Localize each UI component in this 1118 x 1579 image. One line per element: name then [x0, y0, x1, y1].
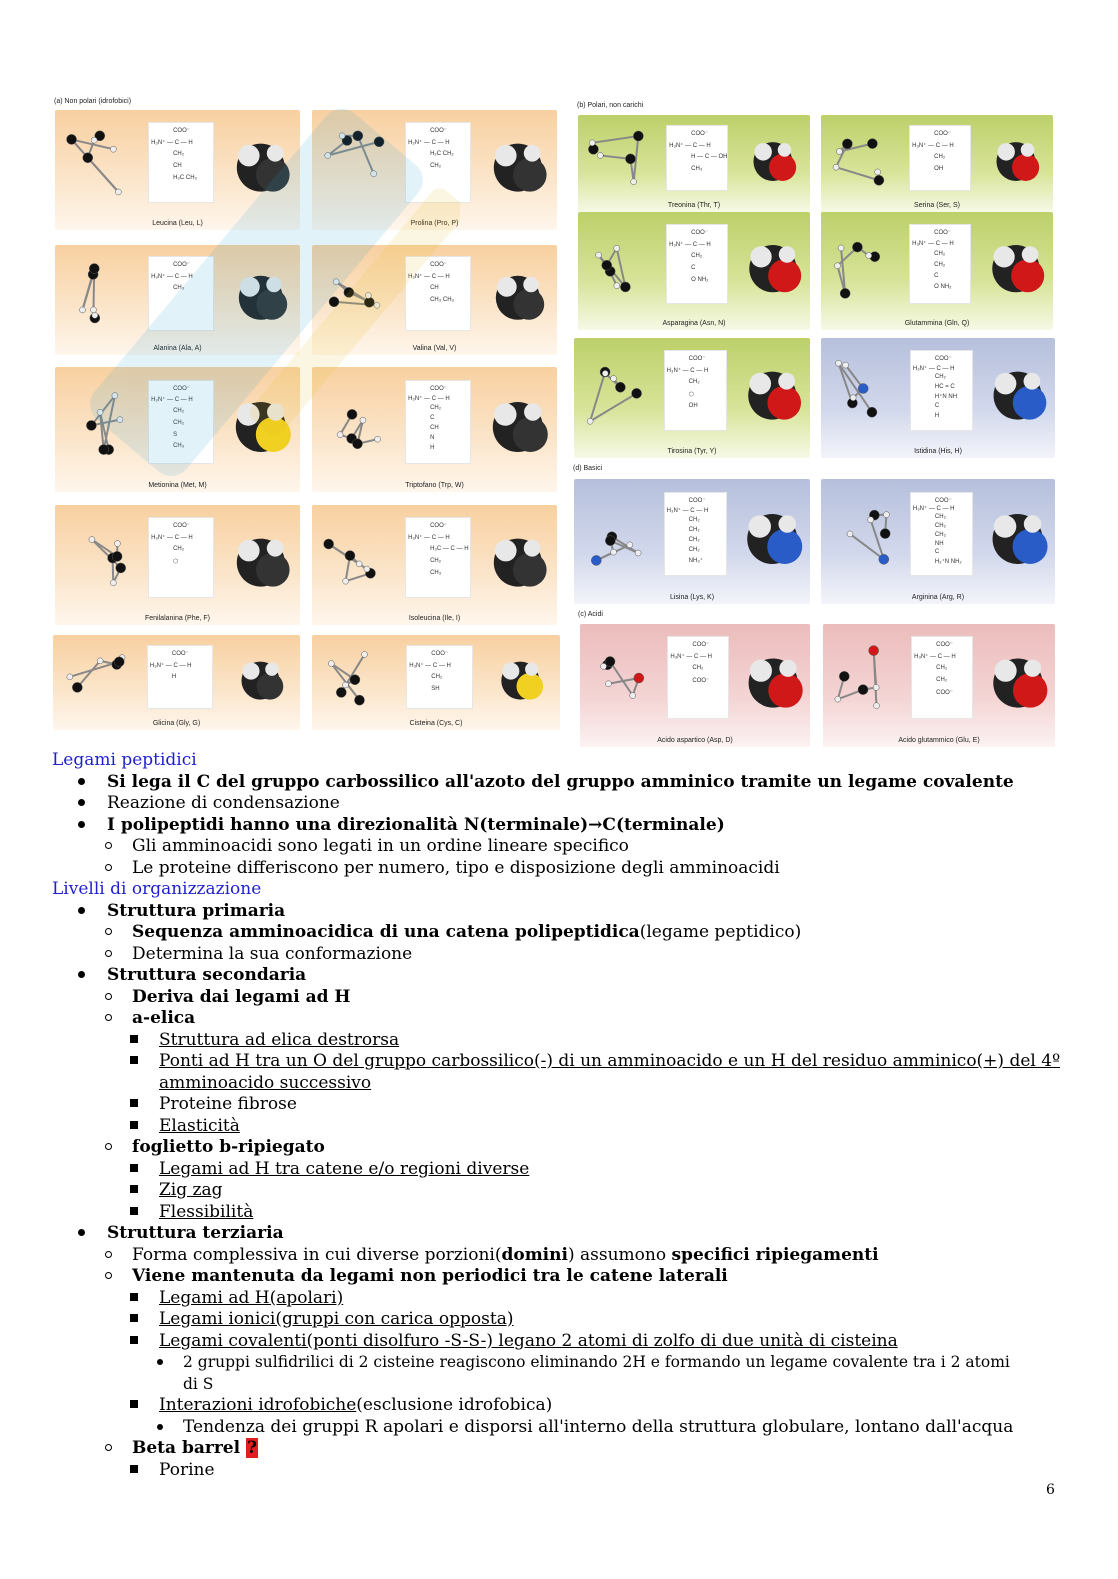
structural-formula — [911, 636, 973, 719]
formula-text: CH₂ — [692, 665, 704, 672]
formula-text: H₃N⁺ — C — H — [914, 654, 956, 661]
section-label-nonpolar: (a) Non polari (idrofobici) — [54, 98, 132, 105]
formula-text: COO⁻ — [934, 130, 951, 137]
list-item: Determina la sua conformazione — [52, 944, 1062, 966]
list-item: foglietto b-ripiegato — [52, 1137, 1062, 1159]
highlight-mark: ? — [246, 1438, 257, 1458]
formula-text: N — [430, 434, 435, 441]
formula-text: H₃C CH₃ — [173, 175, 197, 181]
formula-text: COO⁻ — [934, 356, 952, 362]
formula-text: COO⁻ — [430, 128, 447, 134]
formula-text: HC = C — [934, 383, 955, 390]
structural-formula — [148, 517, 214, 598]
amino-acid-panel — [55, 245, 300, 355]
formula-text: H₃N⁺ — C — H — [666, 368, 709, 374]
amino-acid-name: Leucina (Leu, L) — [152, 220, 203, 227]
formula-text: H₃N⁺ — C — H — [669, 241, 711, 248]
amino-acid-name: Lisina (Lys, K) — [669, 594, 715, 601]
formula-text: CH₂ — [936, 665, 948, 672]
structural-formula — [910, 350, 973, 431]
formula-text: COO⁻ — [688, 497, 706, 504]
formula-text: COO⁻ — [171, 650, 189, 657]
heading-livelli-organizzazione: Livelli di organizzazione — [52, 879, 262, 899]
structural-formula — [406, 645, 472, 710]
list-item: Porine — [52, 1460, 1062, 1482]
formula-text: COO⁻ — [688, 356, 706, 362]
structural-formula — [148, 122, 214, 203]
amino-acid-name: Acido aspartico (Asp, D) — [657, 737, 733, 744]
amino-acid-name: Tirosina (Tyr, Y) — [667, 448, 717, 455]
amino-acid-name: Prolina (Pro, P) — [410, 220, 459, 227]
amino-acid-name: Metionina (Met, M) — [148, 482, 207, 489]
formula-text: H₃N⁺ — C — H — [669, 142, 711, 149]
amino-acid-panel — [312, 635, 560, 730]
formula-text: CH₂ — [691, 252, 703, 259]
formula-text: H₃N⁺ — C — H — [912, 142, 954, 149]
amino-acid-panel — [574, 479, 810, 604]
formula-text: OH — [934, 165, 944, 172]
formula-text: COO⁻ — [431, 650, 449, 657]
structural-formula — [405, 122, 471, 203]
heading-legami-peptidici: Legami peptidici — [52, 750, 197, 770]
formula-text: COO⁻ — [430, 262, 447, 268]
formula-text: CH₃ — [173, 443, 185, 450]
formula-text: CH — [173, 163, 182, 169]
structural-formula — [666, 224, 728, 304]
structural-formula — [148, 380, 214, 465]
list-item: Flessibilità — [52, 1202, 1062, 1224]
formula-text: H₃N⁺ — C — H — [151, 274, 193, 280]
structural-formula — [664, 350, 727, 431]
formula-text: CH₂ — [934, 250, 946, 257]
formula-text: CH₃ — [173, 285, 185, 291]
structural-formula — [666, 125, 728, 191]
list-item: Ponti ad H tra un O del gruppo carbossilico(-) di un amminoacido e un H del residuo amminico(+) del 4º — [52, 1051, 1062, 1073]
amino-acid-panel — [580, 624, 810, 747]
formula-text: COO⁻ — [692, 642, 710, 649]
formula-text: CH₂ — [688, 536, 700, 543]
structural-formula — [148, 256, 214, 331]
formula-text: H₃N⁺ — C — H — [912, 506, 955, 513]
formula-text: H₃N⁺ — C — H — [408, 535, 450, 541]
amino-acid-name: Fenilalanina (Phe, F) — [145, 615, 210, 622]
amino-acid-panel — [312, 245, 557, 355]
amino-acid-name: Cisteina (Cys, C) — [409, 720, 463, 727]
formula-text: COO⁻ — [173, 128, 190, 134]
formula-text: O NH₂ — [934, 283, 952, 290]
formula-text: CH₂ — [688, 526, 700, 533]
amino-acid-panel — [578, 115, 810, 212]
formula-text: H₃N⁺ — C — H — [666, 507, 709, 514]
amino-acid-name: Glicina (Gly, G) — [152, 720, 201, 727]
formula-text: ⬡ — [173, 559, 179, 565]
formula-text: H₃N⁺ — C — H — [409, 662, 451, 669]
formula-text: COO⁻ — [934, 497, 952, 504]
formula-text: ⬡ — [688, 392, 694, 398]
structural-formula — [147, 645, 213, 710]
amino-acid-name: Arginina (Arg, R) — [911, 594, 965, 601]
formula-text: CH₂ — [430, 163, 442, 169]
formula-text: H₃N⁺ — C — H — [670, 654, 713, 661]
formula-text: COO⁻ — [173, 385, 190, 392]
formula-text: H₃C — C — H — [430, 546, 469, 552]
formula-text: COO⁻ — [691, 229, 708, 236]
formula-text: O NH₂ — [691, 276, 709, 283]
list-item: Beta barrel ? — [52, 1438, 1062, 1460]
amino-acid-name: Asparagina (Asn, N) — [662, 320, 726, 327]
list-item: Zig zag — [52, 1180, 1062, 1202]
formula-text: COO⁻ — [430, 523, 447, 529]
formula-text: H₃N⁺ — C — H — [151, 397, 193, 404]
section-label-polar: (b) Polari, non carichi — [577, 102, 644, 109]
formula-text: CH₂ — [688, 546, 700, 553]
formula-text: CH₃ — [430, 570, 442, 576]
amino-acid-name: Alanina (Ala, A) — [153, 345, 202, 352]
formula-text: H₃N⁺ — C — H — [151, 535, 193, 541]
formula-text: SH — [431, 685, 440, 692]
formula-text: H — C — OH — [691, 153, 728, 160]
list-item: Si lega il C del gruppo carbossilico all'azoto del gruppo amminico tramite un legame covalente — [52, 772, 1062, 794]
formula-text: C — [430, 414, 435, 421]
formula-text: CH₂ — [173, 546, 185, 552]
formula-text: CH₂ — [934, 261, 946, 268]
formula-text: C — [934, 403, 940, 409]
formula-text: CH₂ — [173, 408, 185, 414]
amino-acid-name: Valina (Val, V) — [412, 345, 457, 352]
list-item: Gli amminoacidi sono legati in un ordine lineare specifico — [52, 836, 1062, 858]
amino-acid-figure — [50, 95, 1062, 755]
formula-text: COO⁻ — [173, 523, 190, 529]
formula-text: CH — [430, 424, 439, 431]
formula-text: H₃N⁺ — C — H — [408, 395, 450, 402]
formula-text: COO⁻ — [934, 229, 951, 236]
formula-text: CH — [430, 285, 439, 291]
list-item-continuation: di S — [183, 1374, 214, 1393]
document-body — [52, 750, 1062, 1481]
formula-text: H₂N⁺ — C — H — [408, 140, 450, 146]
list-item: Tendenza dei gruppi R apolari e disporsi all'interno della struttura globulare, lontano dall'acqua — [52, 1417, 1062, 1439]
formula-text: H — [934, 412, 940, 419]
formula-text: CH₂ — [934, 374, 946, 381]
list-item: Viene mantenuta da legami non periodici tra le catene laterali — [52, 1266, 1062, 1288]
list-item: Proteine fibrose — [52, 1094, 1062, 1116]
formula-text: CH₂ — [688, 379, 700, 385]
list-item: Struttura secondaria — [52, 965, 1062, 987]
structural-formula — [910, 492, 973, 577]
structural-formula — [667, 636, 729, 719]
list-item: 2 gruppi sulfidrilici di 2 cisteine reagiscono eliminando 2H e formando un legame covalente tra i 2 atomi — [52, 1352, 1062, 1374]
amino-acid-name: Acido glutammico (Glu, E) — [898, 737, 980, 744]
list-item: Interazioni idrofobiche(esclusione idrofobica) — [52, 1395, 1062, 1417]
formula-text: C — [934, 272, 939, 279]
formula-text: COO⁻ — [173, 262, 190, 268]
formula-text: H — [430, 444, 435, 451]
list-item: Legami ad H tra catene e/o regioni diverse — [52, 1159, 1062, 1181]
formula-text: COO⁻ — [692, 678, 710, 685]
list-item: Legami ionici(gruppi con carica opposta) — [52, 1309, 1062, 1331]
formula-text: CH₃ — [691, 165, 703, 172]
formula-text: OH — [688, 403, 698, 409]
formula-text: H₃N⁺ — C — H — [912, 240, 954, 247]
structural-formula — [664, 492, 727, 577]
formula-text: CH₂ — [173, 419, 185, 426]
list-item: Sequenza amminoacidica di una catena polipeptidica(legame peptidico) — [52, 922, 1062, 944]
formula-text: H — [171, 673, 177, 680]
amino-acid-panel — [821, 115, 1053, 212]
list-item: Reazione di condensazione — [52, 793, 1062, 815]
amino-acid-panel — [312, 505, 557, 625]
amino-acid-name: Isoleucina (Ile, I) — [408, 615, 461, 622]
amino-acid-panel — [312, 367, 557, 492]
formula-text: CH₂ — [934, 514, 946, 521]
formula-text: H₂⁺N NH₂ — [934, 559, 962, 566]
amino-acid-panel — [55, 367, 300, 492]
formula-text: CH₂ — [934, 531, 946, 538]
page-number: 6 — [1046, 1482, 1055, 1498]
list-item: Le proteine differiscono per numero, tipo e disposizione degli amminoacidi — [52, 858, 1062, 880]
formula-text: COO⁻ — [691, 130, 708, 137]
list-item: a-elica — [52, 1008, 1062, 1030]
amino-acid-panel — [574, 338, 810, 458]
amino-acid-name: Glutammina (Gln, Q) — [904, 320, 970, 327]
section-label-acidic: (c) Acidi — [578, 611, 603, 618]
structural-formula — [909, 224, 971, 304]
formula-text: CH₂ — [173, 151, 185, 157]
amino-acid-name: Istidina (His, H) — [914, 448, 962, 455]
amino-acid-panel — [312, 110, 557, 230]
amino-acid-panel — [821, 212, 1053, 330]
formula-text: C — [934, 549, 940, 556]
structural-formula — [405, 256, 471, 331]
formula-text: CH₂ — [430, 404, 442, 411]
amino-acid-panel — [578, 212, 810, 330]
list-item: Elasticità — [52, 1116, 1062, 1138]
amino-acid-panel — [821, 338, 1055, 458]
structural-formula — [909, 125, 971, 191]
list-item: Struttura ad elica destrorsa — [52, 1030, 1062, 1052]
list-item: Forma complessiva in cui diverse porzioni(domini) assumono specifici ripiegamenti — [52, 1245, 1062, 1267]
list-item-continuation: amminoacido successivo — [159, 1072, 372, 1093]
formula-text: H₃N⁺ — C — H — [149, 662, 192, 669]
amino-acid-panel — [55, 110, 300, 230]
formula-text: H₃N⁺ — C — H — [408, 274, 450, 280]
structural-formula — [405, 517, 471, 598]
formula-text: CH₂ — [688, 516, 700, 523]
amino-acid-panel — [55, 505, 300, 625]
amino-acid-panel — [821, 479, 1055, 604]
formula-text: C — [691, 264, 696, 271]
structural-formula — [405, 380, 471, 465]
amino-acid-panel — [823, 624, 1055, 747]
list-item: I polipeptidi hanno una direzionalità N(terminale)→C(terminale) — [52, 815, 1062, 837]
formula-text: COO⁻ — [936, 690, 953, 697]
formula-text: CH₂ — [934, 153, 946, 160]
formula-text: CH₃ CH₃ — [430, 297, 454, 303]
formula-text: CH₂ — [934, 522, 946, 529]
formula-text: CH₂ — [431, 673, 443, 680]
formula-text: COO⁻ — [936, 642, 953, 649]
list-item: Deriva dai legami ad H — [52, 987, 1062, 1009]
formula-text: CH₂ — [430, 558, 442, 564]
formula-text: H₂C CH₂ — [430, 151, 454, 157]
formula-text: H₃N⁺ — C — H — [912, 365, 955, 372]
formula-text: H⁺N NH — [934, 394, 958, 401]
list-item: Legami covalenti(ponti disolfuro -S-S-) legano 2 atomi di zolfo di due unità di cisteina — [52, 1331, 1062, 1353]
amino-acid-name: Treonina (Thr, T) — [667, 202, 721, 209]
formula-text: CH₂ — [936, 677, 948, 684]
amino-acid-name: Serina (Ser, S) — [914, 202, 960, 209]
formula-text: COO⁻ — [430, 385, 447, 392]
amino-acid-name: Triptofano (Trp, W) — [405, 482, 464, 489]
list-item: Legami ad H(apolari) — [52, 1288, 1062, 1310]
amino-acid-panel — [53, 635, 300, 730]
formula-text: NH₃⁺ — [688, 557, 703, 564]
formula-text: NH — [934, 540, 944, 547]
list-item: Struttura primaria — [52, 901, 1062, 923]
formula-text: H₃N⁺ — C — H — [151, 140, 193, 146]
list-item: Struttura terziaria — [52, 1223, 1062, 1245]
formula-text: S — [173, 431, 178, 438]
section-label-basic: (d) Basici — [573, 465, 603, 472]
